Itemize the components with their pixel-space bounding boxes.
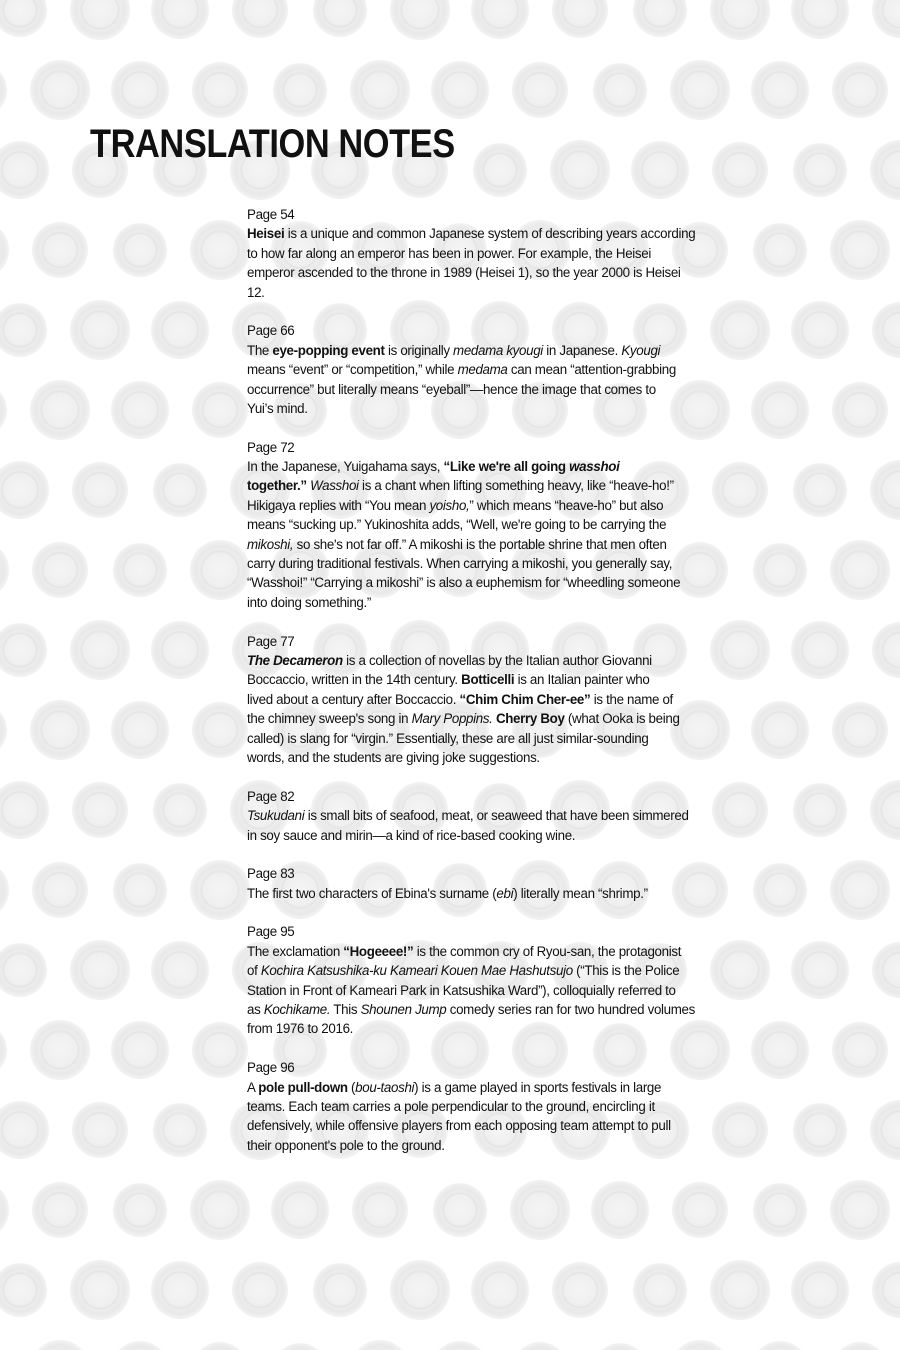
note-text-line: called) is slang for “virgin.” Essentially, these are all just similar-sounding [247, 730, 649, 747]
note-text-line: The first two characters of Ebina's surname (ebi) literally mean “shrimp.” [247, 885, 648, 902]
note-text-line: The exclamation “Hogeeee!” is the common cry of Ryou-san, the protagonist [247, 943, 682, 960]
translation-notes-list [247, 206, 712, 1176]
note-entry [247, 865, 712, 904]
note-text-line: from 1976 to 2016. [247, 1021, 354, 1038]
note-text-line: Station in Front of Kameari Park in Katsushika Ward”), colloquially referred to [247, 982, 676, 999]
note-text-line: Heisei is a unique and common Japanese system of describing years according [247, 226, 696, 243]
note-text-line: in soy sauce and mirin—a kind of rice-based cooking wine. [247, 827, 576, 844]
note-page-number: Page 54 [247, 207, 295, 223]
note-entry [247, 206, 712, 303]
note-text-line: The Decameron is a collection of novellas by the Italian author Giovanni [247, 652, 652, 669]
note-page-number: Page 96 [247, 1060, 295, 1077]
note-text-line: means “event” or “competition,” while medama can mean “attention-grabbing [247, 362, 676, 379]
note-page-number: Page 82 [247, 788, 295, 805]
note-text-line: lived about a century after Boccaccio. “Chim Chim Cher-ee” is the name of [247, 691, 673, 708]
note-entry [247, 788, 712, 846]
note-entry [247, 439, 712, 614]
note-text-line: In the Japanese, Yuigahama says, “Like we're all going wasshoi [247, 459, 620, 476]
note-page-number: Page 72 [247, 439, 295, 456]
note-text-line: Tsukudani is small bits of seafood, meat, or seaweed that have been simmered [247, 808, 689, 825]
note-text-line: the chimney sweep's song in Mary Poppins. Cherry Boy (what Ooka is being [247, 711, 680, 728]
note-text-line: 12. [247, 284, 265, 301]
note-text-line: into doing something.” [247, 594, 371, 611]
note-text-line: carry during traditional festivals. When carrying a mikoshi, you generally say, [247, 556, 673, 573]
note-text-line: A pole pull-down (bou-taoshi) is a game played in sports festivals in large [247, 1079, 662, 1096]
note-text-line: to how far along an emperor has been in power. For example, the Heisei [247, 245, 651, 262]
page-title: TRANSLATION NOTES [90, 122, 455, 166]
note-text-line: mikoshi, so she's not far off.” A mikoshi is the portable shrine that men often [247, 536, 667, 553]
note-text-line: means “sucking up.” Yukinoshita adds, “Well, we're going to be carrying the [247, 517, 667, 534]
note-page-number: Page 77 [247, 633, 295, 650]
note-entry [247, 322, 712, 419]
note-text-line: together.” Wasshoi is a chant when lifting something heavy, like “heave-ho!” [247, 478, 674, 495]
note-text-line: Boccaccio, written in the 14th century. Botticelli is an Italian painter who [247, 672, 650, 689]
note-text-line: “Wasshoi!” “Carrying a mikoshi” is also a euphemism for “wheedling someone [247, 575, 681, 592]
note-text-line: their opponent's pole to the ground. [247, 1137, 445, 1154]
note-page-number: Page 83 [247, 866, 295, 883]
note-text-line: Yui’s mind. [247, 400, 308, 417]
note-entry [247, 633, 712, 769]
note-page-number: Page 95 [247, 924, 295, 941]
note-text-line: words, and the students are giving joke suggestions. [247, 749, 540, 766]
note-text-line: of Kochira Katsushika-ku Kameari Kouen Mae Hashutsujo (“This is the Police [247, 963, 680, 980]
note-text-line: teams. Each team carries a pole perpendicular to the ground, encircling it [247, 1098, 655, 1115]
note-text-line: as Kochikame. This Shounen Jump comedy series ran for two hundred volumes [247, 1002, 695, 1019]
note-entry [247, 923, 712, 1039]
note-page-number: Page 66 [247, 323, 295, 340]
note-entry [247, 1059, 712, 1156]
note-text-line: Hikigaya replies with “You mean yoisho,” which means “heave-ho” but also [247, 497, 664, 514]
note-text-line: defensively, while offensive players from each opposing team attempt to pull [247, 1118, 671, 1135]
note-text-line: occurrence” but literally means “eyeball”—hence the image that comes to [247, 381, 656, 398]
note-text-line: The eye-popping event is originally medama kyougi in Japanese. Kyougi [247, 342, 661, 359]
note-text-line: emperor ascended to the throne in 1989 (Heisei 1), so the year 2000 is Heisei [247, 265, 681, 282]
